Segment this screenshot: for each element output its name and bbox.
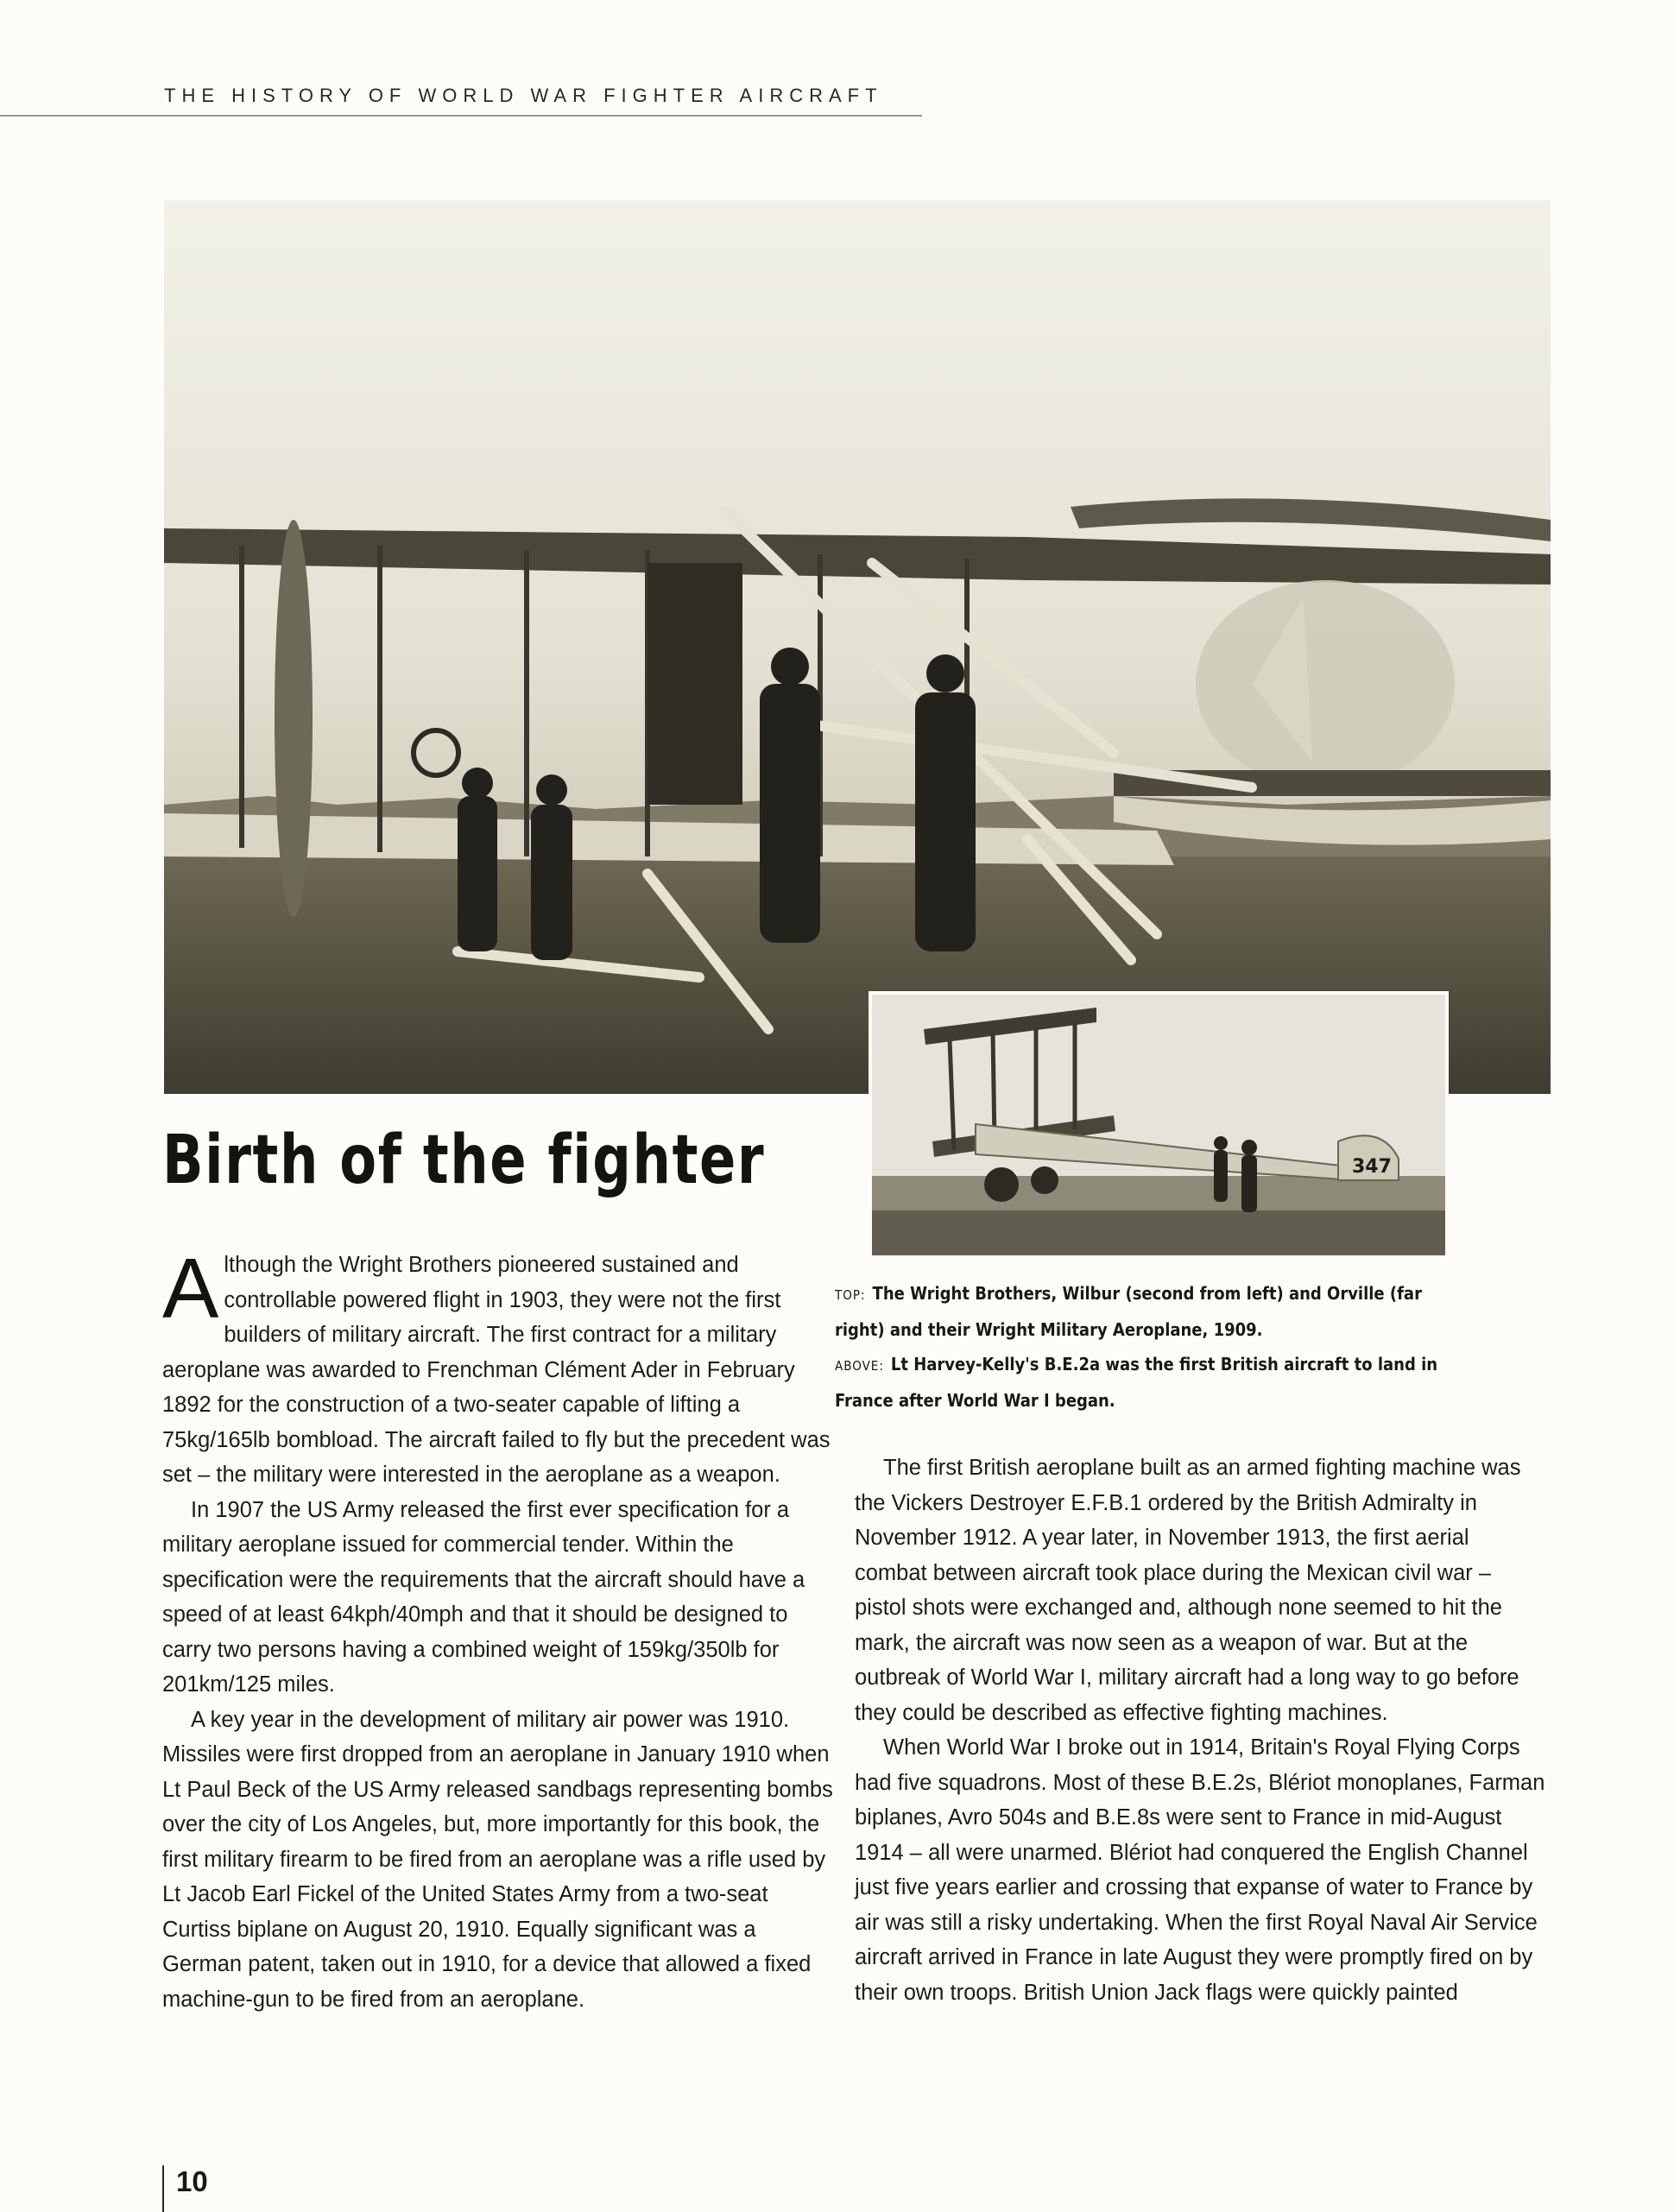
drop-cap: A: [162, 1241, 219, 1336]
folio-rule: [162, 2165, 164, 2212]
body-paragraph: A key year in the development of military air power was 1910. Missiles were first dropped from an aeroplane in January 1910 when Lt Paul Beck of the US Army released sandbags representing bombs over the city of Los Angeles, but, more importantly for this book, the first military firearm to be fired from an aeroplane was a rifle used by Lt Jacob Earl Fickel of the United States Army from a two-seat Curtiss biplane on August 20, 1910. Equally significant was a German patent, taken out in 1910, for a device that allowed a fixed machine-gun to be fired from an aeroplane.: [162, 1707, 833, 2012]
body-paragraph: The first British aeroplane built as an armed fighting machine was the Vickers Destroyer E.F.B.1 ordered by the British Admiralty in November 1912. A year later, in November 1913, the first aerial combat between aircraft took place during the Mexican civil war – pistol shots were exchanged and, although none seemed to hit the mark, the aircraft was now seen as a weapon of war. But at the outbreak of World War I, military aircraft had a long way to go before they could be described as effective fighting machines.: [855, 1456, 1521, 1725]
body-paragraph: In 1907 the US Army released the first ever specification for a military aeroplane issued for commercial tender. Within the specification were the requirements that the aircraft should have a speed of at least 64kph/40mph and that it should be designed to carry two persons having a combined weight of 159kg/350lb for 201km/125 miles.: [162, 1497, 805, 1697]
caption-top-label: TOP:: [835, 1287, 866, 1303]
header-rule: [0, 115, 922, 117]
caption-above-label: ABOVE:: [835, 1358, 884, 1374]
running-head: THE HISTORY OF WORLD WAR FIGHTER AIRCRAFT: [164, 85, 883, 106]
inset-serial-number: 347: [1352, 1156, 1392, 1178]
caption-top-text: The Wright Brothers, Wilbur (second from left) and Orville (far right) and their Wright Military Aeroplane, 1909.: [835, 1283, 1422, 1340]
paragraph-text: lthough the Wright Brothers pioneered sustained and controllable powered flight in 1903, they were not the first builders of military aircraft. The first contract for a military aeroplane was awarded to Frenchman Clément Ader in February 1892 for the construction of a two-seater capable of lifting a 75kg/165lb bombload. The aircraft failed to fly but the precedent was set – the military were interested in the aeroplane as a weapon.: [162, 1253, 831, 1487]
caption-above-text: Lt Harvey-Kelly's B.E.2a was the first British aircraft to land in France after World War I began.: [835, 1354, 1438, 1411]
be2a-photo: [869, 991, 1449, 1259]
photo-captions: [835, 1276, 1439, 1418]
wright-aeroplane-photo: [164, 200, 1551, 1094]
body-paragraph: [162, 1241, 841, 1493]
article-title: Birth of the fighter: [162, 1122, 766, 1199]
page-number: 10: [176, 2165, 208, 2197]
right-column: [855, 1450, 1545, 2010]
left-column: [162, 1241, 841, 2017]
caption-above: [835, 1347, 1439, 1418]
body-paragraph: When World War I broke out in 1914, Britain's Royal Flying Corps had five squadrons. Most of these B.E.2s, Blériot monoplanes, Farman biplanes, Avro 504s and B.E.8s were sent to France in mid-August 1914 – all were unarmed. Blériot had conquered the English Channel just five years earlier and crossing that expanse of water to France by air was still a risky undertaking. When the first Royal Naval Air Service aircraft arrived in France in late August they were promptly fired on by their own troops. British Union Jack flags were quickly painted: [855, 1735, 1545, 2005]
caption-top: [835, 1276, 1439, 1347]
